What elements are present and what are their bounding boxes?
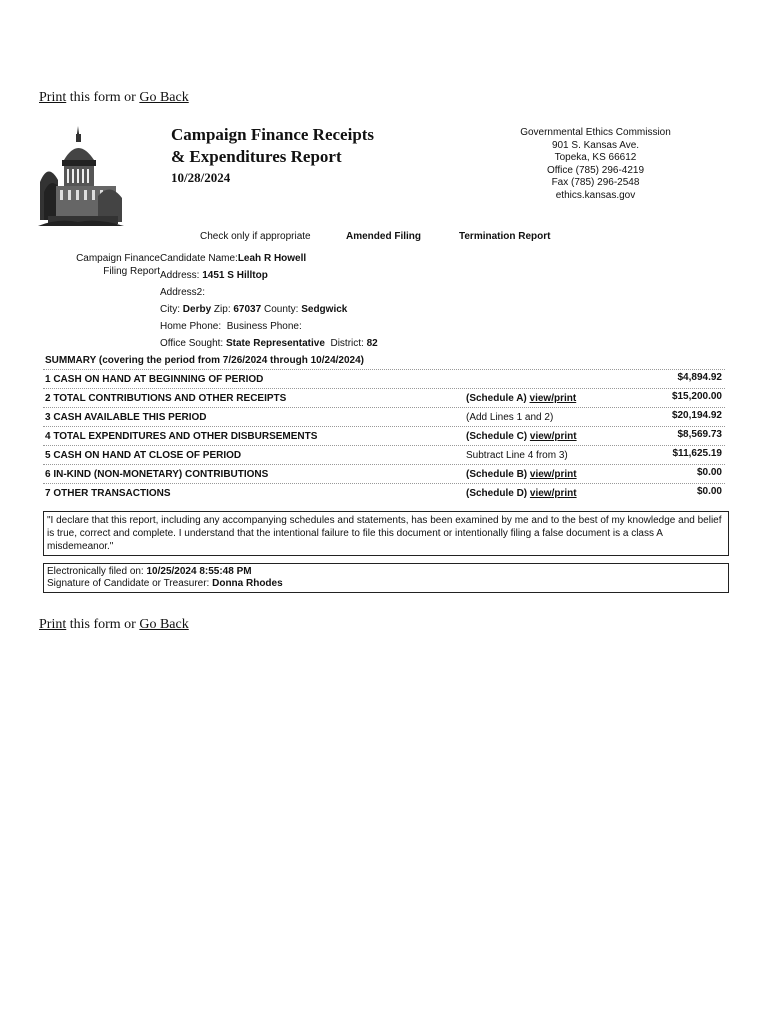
row-amount: $15,200.00 [671,391,722,402]
office-value: State Representative [225,338,325,349]
district-value: 82 [366,338,378,349]
schedule-d-view-print-link[interactable]: view/print [529,488,577,499]
report-title-block [171,124,374,186]
top-nav [39,90,189,106]
summary-row [43,370,725,389]
city-value: Derby [182,304,212,315]
home-phone-label: Home Phone: [160,321,222,332]
commission-name: Governmental Ethics Commission [520,127,671,138]
city-label: City: [160,304,180,315]
capitol-building-seal [38,122,124,226]
commission-office-phone: Office (785) 296-4219 [546,164,645,176]
row-amount: $0.00 [696,467,722,478]
termination-report-option: Termination Report [459,231,551,242]
filed-on-value: 10/25/2024 8:55:48 PM [146,566,252,577]
summary-heading: SUMMARY (covering the period from 7/26/2024 through 10/24/2024) [43,355,725,370]
commission-address [508,127,683,202]
address-label: Address: [160,270,200,281]
candidate-name-label: Candidate Name: [160,253,238,264]
bottom-nav [39,617,189,633]
row-note [466,393,576,404]
address2-label: Address2: [160,287,206,298]
business-phone-label: Business Phone: [226,321,302,332]
summary-row [43,465,725,484]
schedule-c-note: (Schedule C) [466,431,528,442]
row-label: 2 TOTAL CONTRIBUTIONS AND OTHER RECEIPTS [45,393,287,404]
signature-row [47,578,725,590]
candidate-info [160,250,378,352]
print-link-top[interactable]: Print [39,90,67,105]
row-label: 6 IN-KIND (NON-MONETARY) CONTRIBUTIONS [45,469,269,480]
row-amount: $11,625.19 [672,448,722,459]
summary-row [43,389,725,408]
row-note [466,488,577,499]
amended-filing-option: Amended Filing [346,231,421,242]
nav-text-bottom: this form or [69,617,136,632]
signature-value: Donna Rhodes [212,578,283,589]
schedule-a-view-print-link[interactable]: view/print [529,393,577,404]
report-title-line2: & Expenditures Report [171,147,342,166]
row-note [466,431,577,442]
row-note [466,469,577,480]
schedule-b-note: (Schedule B) [466,469,528,480]
county-label: County: [263,304,299,315]
efile-info [43,563,729,593]
summary-row [43,408,725,427]
zip-value: 67037 [233,304,262,315]
row-amount: $20,194.92 [671,410,722,421]
commission-fax: Fax (785) 296-2548 [551,177,640,188]
zip-label: Zip: [213,304,231,315]
filed-on-row [47,566,725,578]
check-label: Check only if appropriate [200,231,311,242]
schedule-d-note: (Schedule D) [466,488,528,499]
candidate-name-row [160,250,378,267]
address2-row [160,284,378,301]
filing-report-label: Campaign Finance Filing Report [76,253,160,277]
row-note: (Add Lines 1 and 2) [466,412,554,423]
nav-text-top: this form or [69,90,136,105]
row-amount: $0.00 [696,486,722,497]
schedule-b-view-print-link[interactable]: view/print [529,469,577,480]
row-label: 7 OTHER TRANSACTIONS [45,488,171,499]
city-row [160,301,378,318]
commission-street: 901 S. Kansas Ave. [551,139,640,151]
print-link-bottom[interactable]: Print [39,617,67,632]
schedule-a-note: (Schedule A) [466,393,527,404]
row-note: Subtract Line 4 from 3) [466,450,568,461]
row-label: 4 TOTAL EXPENDITURES AND OTHER DISBURSEMENTS [45,431,318,442]
phone-row [160,318,378,335]
declaration-statement: "I declare that this report, including any accompanying schedules and statements, has been examined by me and to the best of my knowledge and belief is true, correct and complete. I understand that the intentional failure to file this document or intentionally filing a false document is a class A misdemeanor." [43,511,729,556]
row-amount: $8,569.73 [677,429,722,440]
summary-row [43,446,725,465]
row-label: 3 CASH AVAILABLE THIS PERIOD [45,412,207,423]
report-date: 10/28/2024 [171,170,231,185]
office-row [160,335,378,352]
row-label: 1 CASH ON HAND AT BEGINNING OF PERIOD [45,374,264,385]
row-amount: $4,894.92 [677,372,722,383]
address-value: 1451 S Hilltop [202,270,268,281]
summary-table [43,355,725,502]
commission-city: Topeka, KS 66612 [554,152,637,163]
address-row [160,267,378,284]
schedule-c-view-print-link[interactable]: view/print [529,431,577,442]
report-title-line1: Campaign Finance Receipts [171,125,375,144]
filed-on-label: Electronically filed on: [47,566,144,577]
district-label: District: [330,338,364,349]
summary-row [43,484,725,502]
row-label: 5 CASH ON HAND AT CLOSE OF PERIOD [45,450,242,461]
go-back-link-bottom[interactable]: Go Back [139,617,189,632]
office-label: Office Sought: [160,338,224,349]
commission-website: ethics.kansas.gov [555,189,636,201]
go-back-link-top[interactable]: Go Back [139,90,189,105]
signature-label: Signature of Candidate or Treasurer: [47,578,210,589]
candidate-name: Leah R Howell [237,253,307,264]
county-value: Sedgwick [301,304,348,315]
summary-row [43,427,725,446]
